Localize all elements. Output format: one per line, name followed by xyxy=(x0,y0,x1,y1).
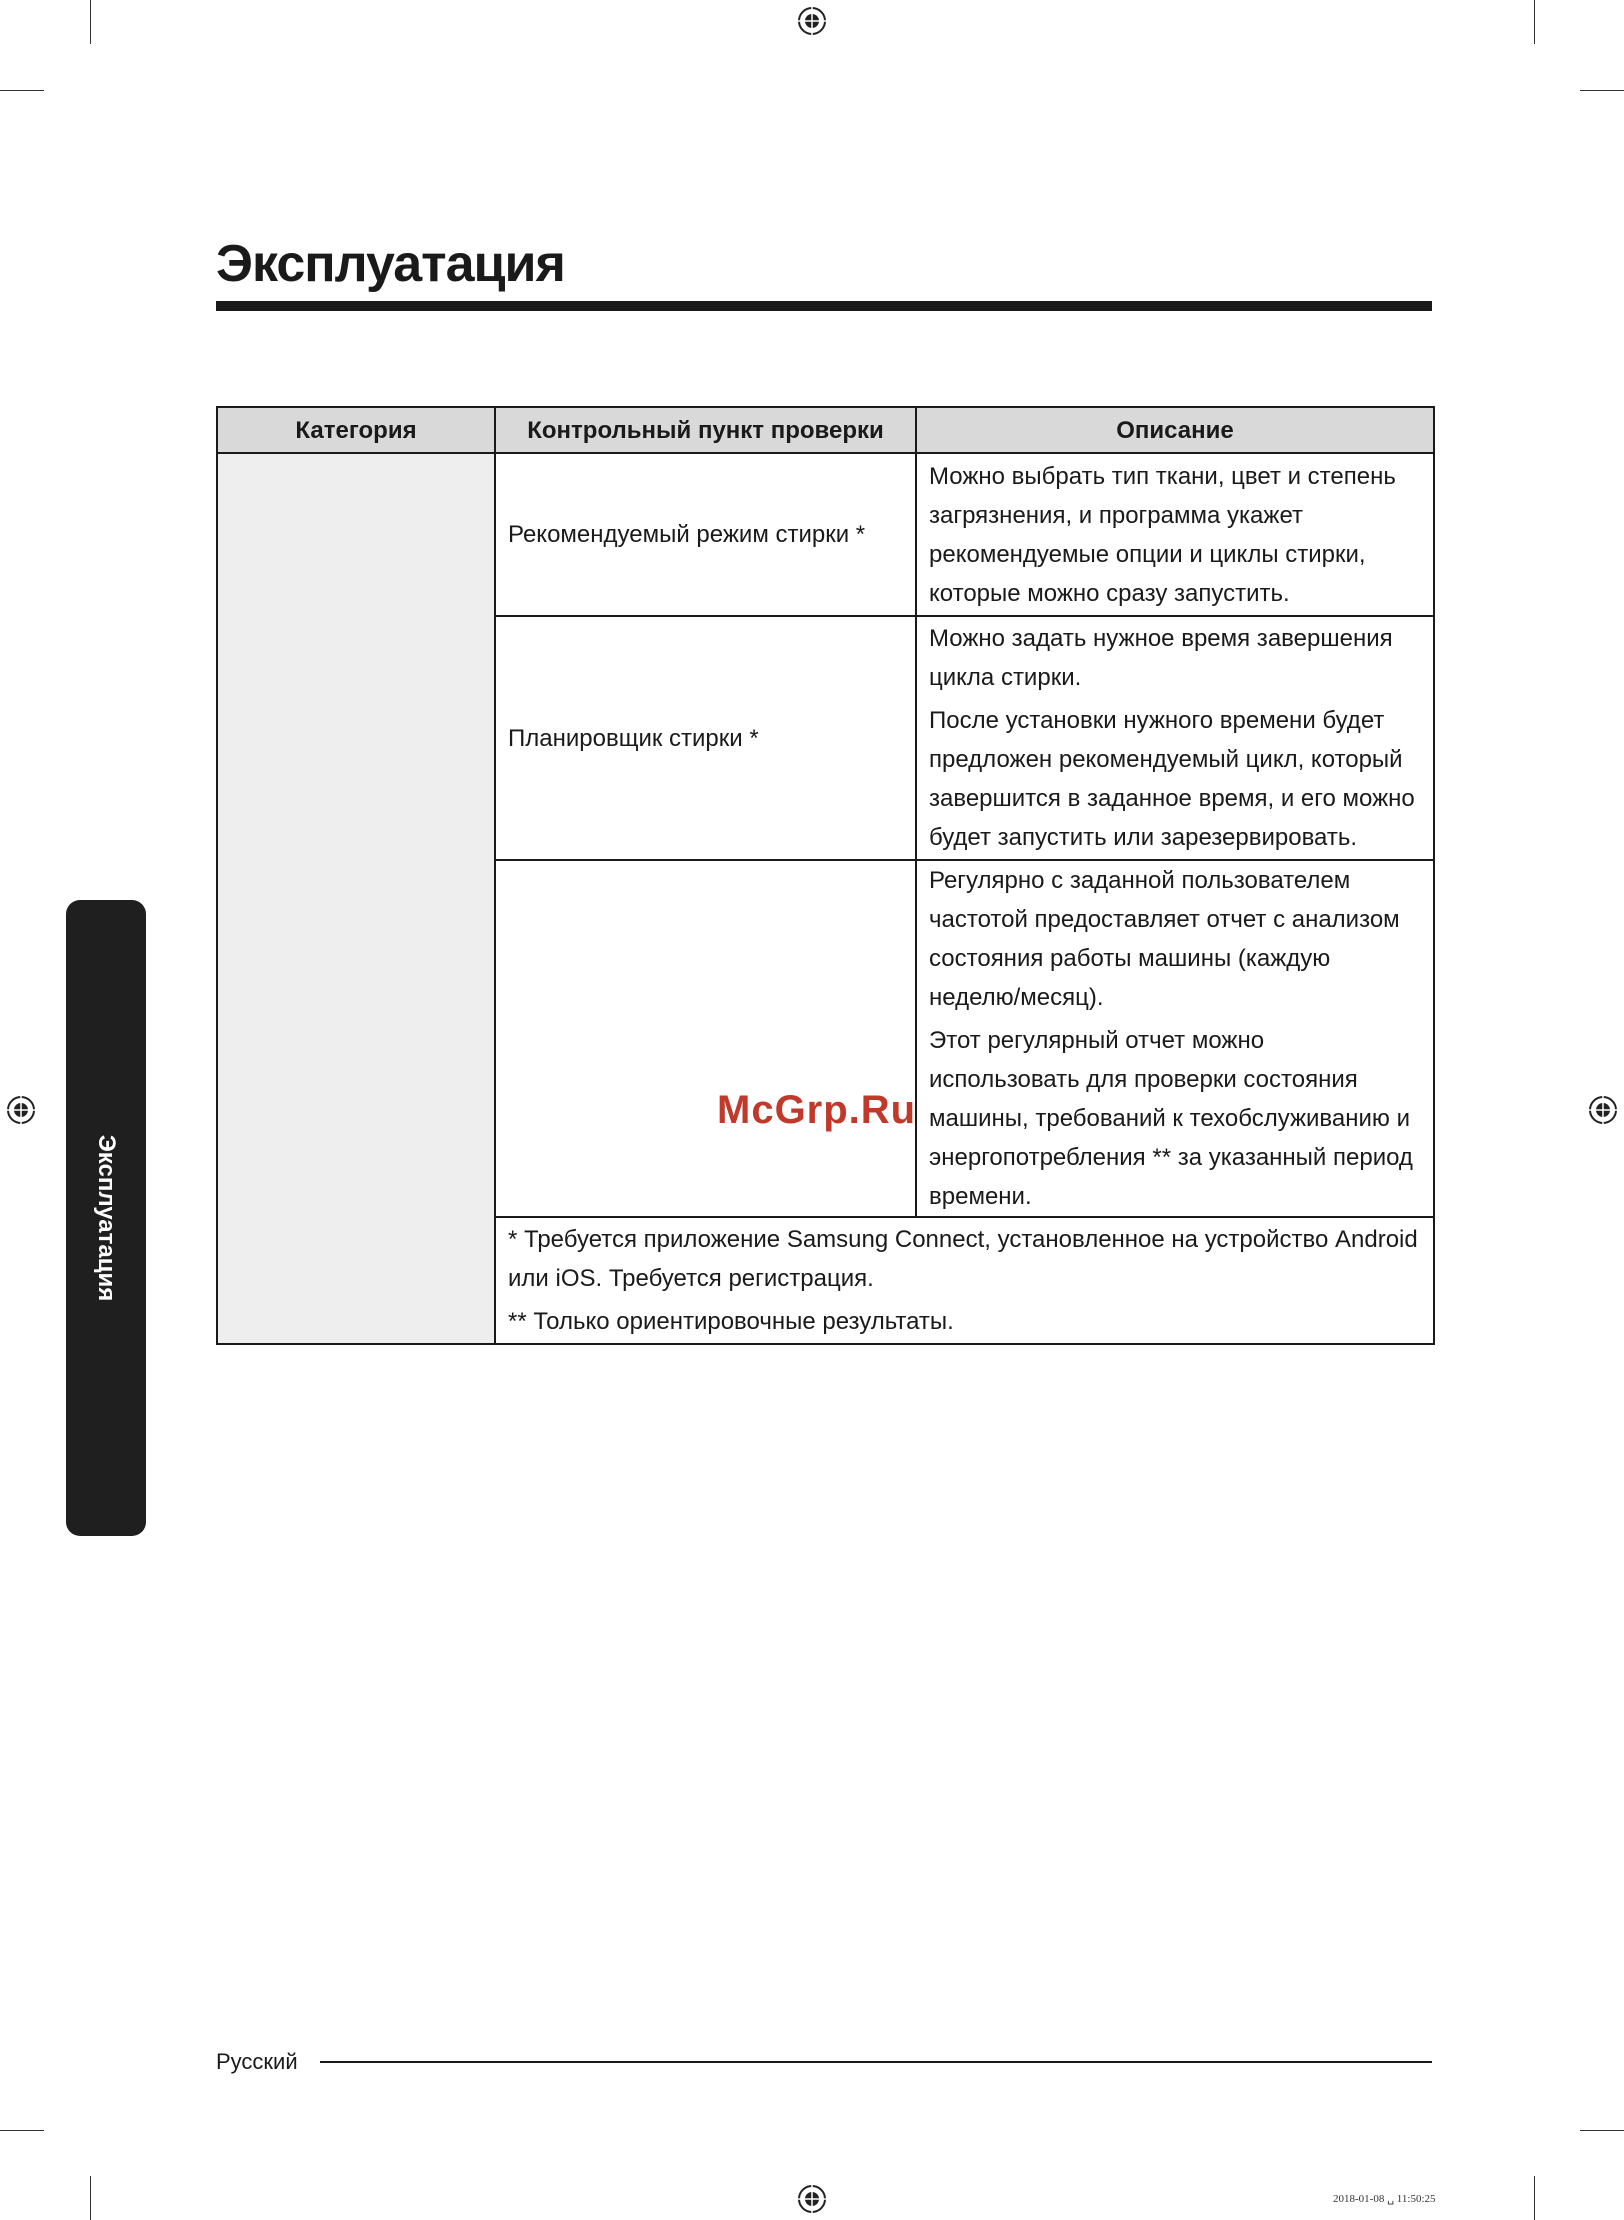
watermark: McGrp.Ru xyxy=(717,1088,917,1132)
description-paragraph: Регулярно с заданной пользователем частотой предоставляет отчет с анализом состояния работы машины (каждую неделю/месяц). xyxy=(929,867,1400,1011)
registration-mark-icon xyxy=(1588,1095,1618,1125)
footer-rule xyxy=(320,2061,1432,2063)
table-row xyxy=(217,453,1434,616)
description-paragraph: Этот регулярный отчет можно использовать для проверки состояния машины, требований к техобслуживанию и энергопотребления ** за указанный период времени. xyxy=(929,1027,1413,1210)
crop-mark xyxy=(1580,90,1624,91)
description-cell xyxy=(916,860,1434,1217)
crop-mark xyxy=(90,2176,91,2220)
footnote-cell xyxy=(495,1217,1434,1344)
crop-mark xyxy=(1534,0,1535,44)
description-cell xyxy=(916,616,1434,860)
checkpoint-cell: Планировщик стирки * xyxy=(495,616,916,860)
header-category: Категория xyxy=(217,407,495,453)
footer-language: Русский xyxy=(216,2049,298,2074)
checkpoint-cell xyxy=(495,860,916,1217)
title-underline xyxy=(216,301,1432,311)
registration-mark-icon xyxy=(797,2184,827,2214)
header-checkpoint: Контрольный пункт проверки xyxy=(495,407,916,453)
side-tab-label: Эксплуатация xyxy=(93,1134,120,1302)
checkpoint-table xyxy=(216,406,1435,1345)
page-title: Эксплуатация xyxy=(216,235,565,293)
footnote: * Требуется приложение Samsung Connect, установленное на устройство Android или iOS. Требуется регистрация. xyxy=(508,1226,1418,1292)
print-timestamp: 2018-01-08 ␣ 11:50:25 xyxy=(1333,2193,1436,2205)
header-description: Описание xyxy=(916,407,1434,453)
description-cell xyxy=(916,453,1434,616)
crop-mark xyxy=(1534,2176,1535,2220)
crop-mark xyxy=(0,2130,44,2131)
checkpoint-cell: Рекомендуемый режим стирки * xyxy=(495,453,916,616)
description-paragraph: Можно задать нужное время завершения цикла стирки. xyxy=(929,625,1393,691)
category-cell xyxy=(217,453,495,1344)
crop-mark xyxy=(1580,2130,1624,2131)
crop-mark xyxy=(0,90,44,91)
registration-mark-icon xyxy=(797,6,827,36)
crop-mark xyxy=(90,0,91,44)
description-paragraph: После установки нужного времени будет предложен рекомендуемый цикл, который завершится в заданное время, и его можно будет запустить или зарезервировать. xyxy=(929,707,1415,851)
section-side-tab xyxy=(66,900,146,1536)
footnote: ** Только ориентировочные результаты. xyxy=(508,1308,954,1335)
table-header-row xyxy=(217,407,1434,453)
registration-mark-icon xyxy=(6,1095,36,1125)
description-paragraph: Можно выбрать тип ткани, цвет и степень загрязнения, и программа укажет рекомендуемые опции и циклы стирки, которые можно сразу запустить. xyxy=(929,462,1396,607)
